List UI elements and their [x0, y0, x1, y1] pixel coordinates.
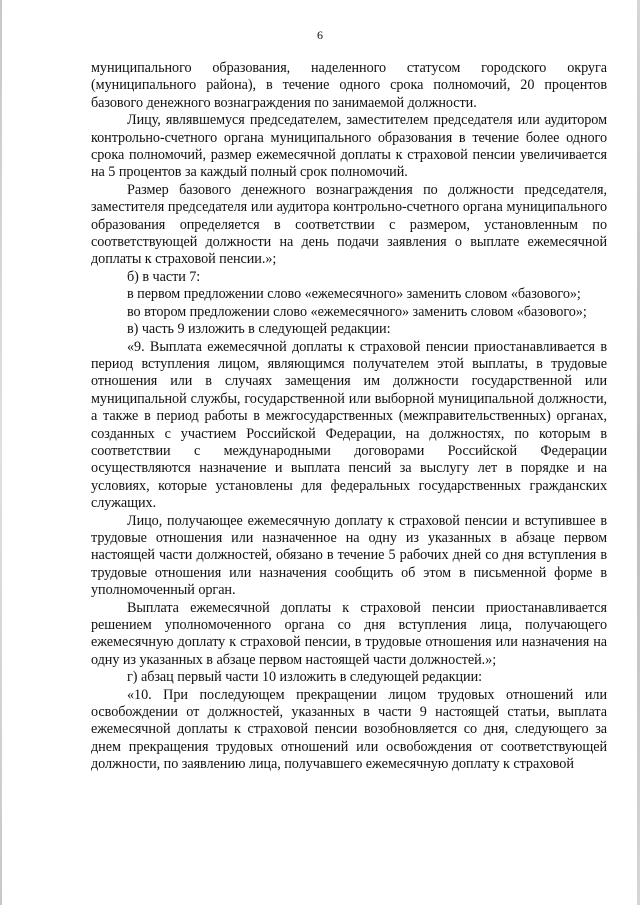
paragraph: Лицу, являвшемуся председателем, заместителем председателя или аудитором контрольно-счетного органа муниципального образования в течение более одного срока полномочий, размер ежемесячной доплаты к страховой пенсии увеличивается на 5 процентов за каждый полный срок полномочий. — [91, 112, 607, 181]
page-left-edge — [0, 0, 2, 905]
paragraph: г) абзац первый части 10 изложить в следующей редакции: — [127, 669, 483, 686]
paragraph: Выплата ежемесячной доплаты к страховой пенсии приостанавливается решением уполномоченного органа со дня вступления лица, получающего ежемесячную доплату к страховой пенсии, в трудовые отношения или назначения на одну из указанных в абзаце первом настоящей части должностей.»; — [91, 599, 607, 668]
paragraph: в) часть 9 изложить в следующей редакции: — [127, 321, 391, 338]
paragraph: Размер базового денежного вознаграждения по должности председателя, заместителя председателя или аудитора контрольно-счетного органа муниципального образования определяется в соответствии с размером, установленным по соответствующей должности на день подачи заявления о выплате ежемесячной доплаты к страховой пенсии.»; — [91, 181, 607, 268]
paragraph: б) в части 7: — [127, 268, 201, 285]
paragraph: «10. При последующем прекращении лицом трудовых отношений или освобождении от должностей, указанных в части 9 настоящей статьи, выплата ежемесячной доплаты к страховой пенсии возобновляется со дня, следующего за днем прекращения трудовых отношений или освобождения от соответствующей должности, по заявлению лица, получавшего ежемесячную доплату к страховой — [91, 686, 607, 773]
document-body — [91, 60, 607, 774]
paragraph: Лицо, получающее ежемесячную доплату к страховой пенсии и вступившее в трудовые отношения или назначенное на одну из указанных в абзаце первом настоящей части должностей, обязано в течение 5 рабочих дней со дня вступления в трудовые отношения или назначения сообщить об этом в письменной форме в уполномоченный орган. — [91, 512, 607, 599]
page-number: 6 — [317, 28, 323, 42]
paragraph: в первом предложении слово «ежемесячного» заменить словом «базового»; — [127, 286, 581, 303]
paragraph: «9. Выплата ежемесячной доплаты к страховой пенсии приостанавливается в период вступления лицом, являющимся получателем этой выплаты, в трудовые отношения или в случаях замещения им должности государственной или муниципальной службы, государственной или выборной муниципальной должности, а также в период работы в межгосударственных (межправительственных) органах, созданных с участием Российской Федерации, на должностях, по которым в соответствии с международными договорами Российской Федерации осуществляются назначение и выплата пенсий за выслугу лет в порядке и на условиях, которые установлены для федеральных государственных гражданских служащих. — [91, 338, 607, 512]
paragraph: во втором предложении слово «ежемесячного» заменить словом «базового»; — [127, 303, 587, 320]
paragraph: муниципального образования, наделенного статусом городского округа (муниципального района), в течение одного срока полномочий, 20 процентов базового денежного вознаграждения по занимаемой должности. — [91, 60, 607, 111]
